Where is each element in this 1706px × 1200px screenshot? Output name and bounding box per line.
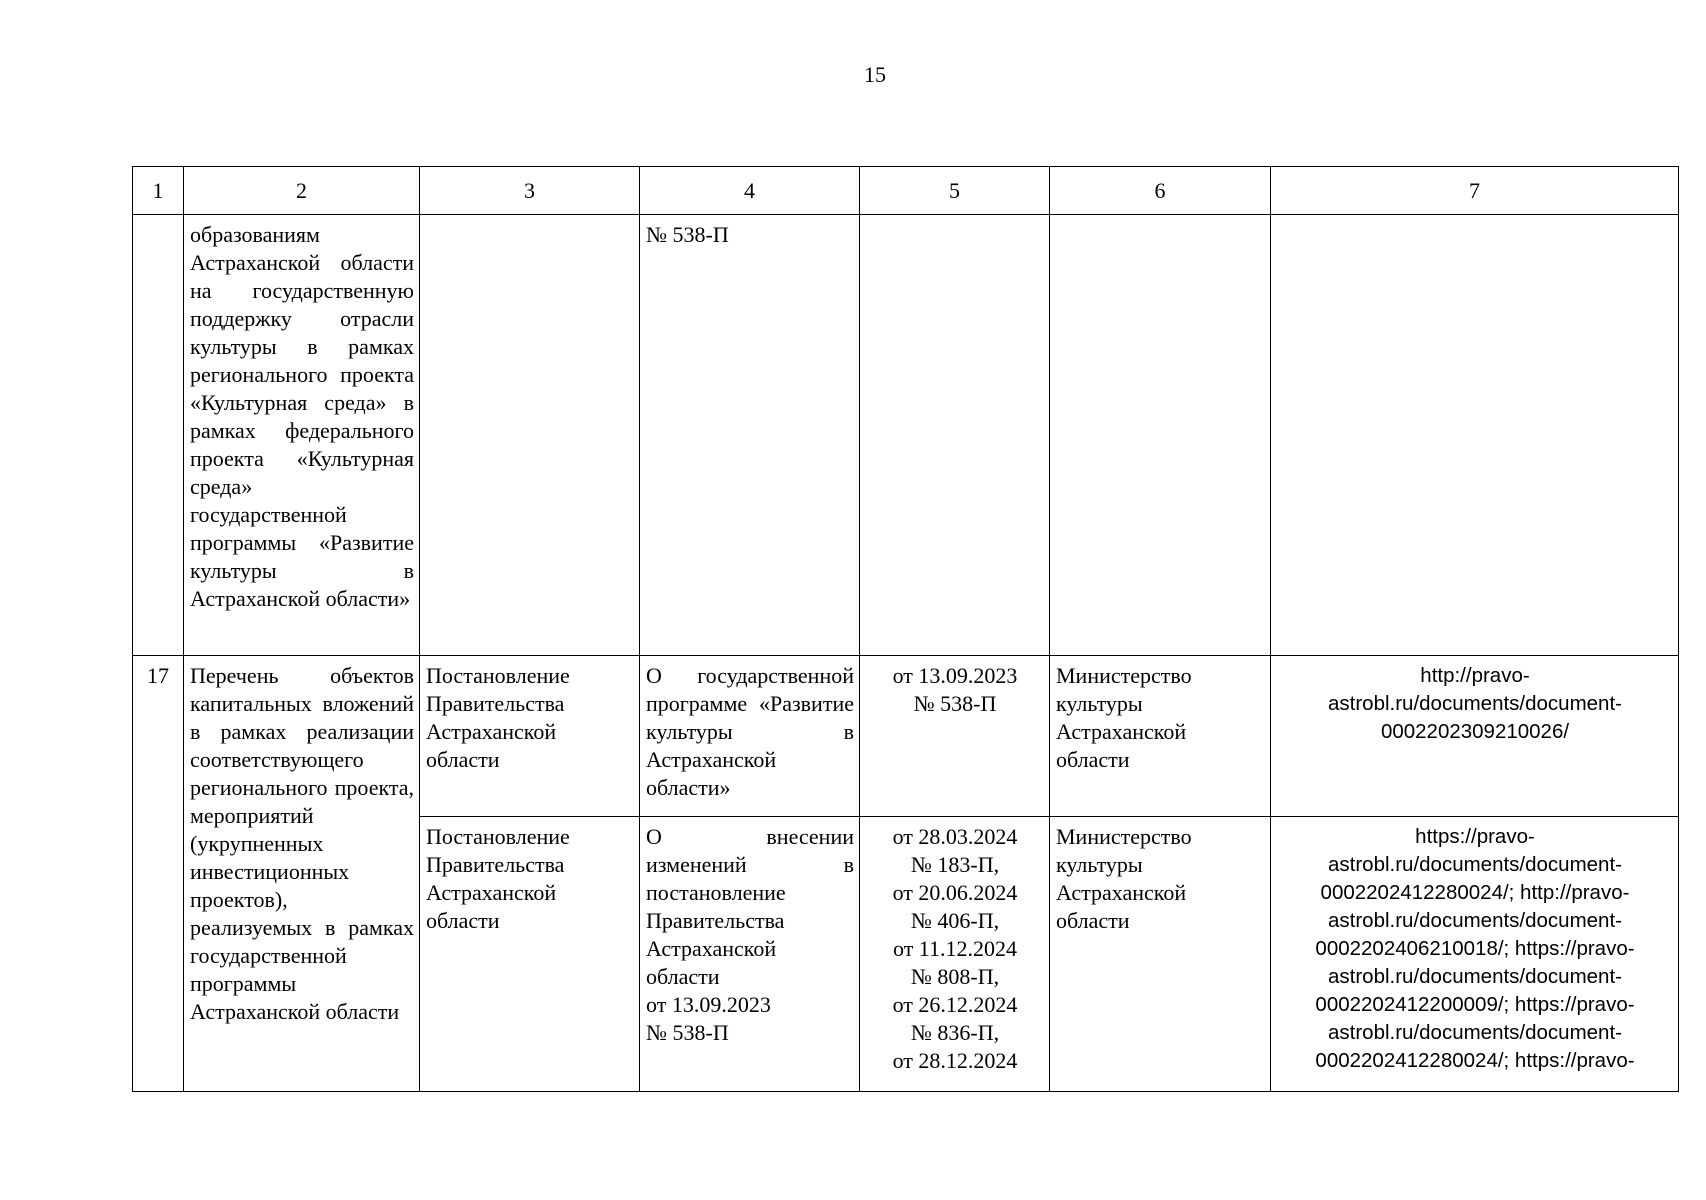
doc-type: Постановление Правительства Астраханской области [426,824,570,933]
header-cell: 1 [133,167,184,215]
cell-date [860,215,1050,656]
doc-number: № 836-П, [910,1020,1000,1045]
cell-doc-title [640,215,860,656]
link-line: 0002202406210018/; https://pravo- [1315,937,1635,960]
cell-link [1271,656,1679,817]
header-cell: 2 [184,167,420,215]
cell-doc-title [640,817,860,1092]
doc-date: от 13.09.2023 [892,663,1018,688]
link-line: 0002202412280024/; http://pravo- [1320,881,1630,904]
header-cell: 5 [860,167,1050,215]
link-line: astrobl.ru/documents/document- [1328,853,1622,876]
org-name: Министерство культуры Астраханской области [1056,824,1192,933]
link-line: 0002202309210026/ [1380,720,1570,743]
cell-doc-type [420,817,640,1092]
row-number: 17 [147,663,169,688]
cell-org [1050,817,1271,1092]
doc-date: от 28.12.2024 [892,1048,1018,1073]
header-cell: 4 [640,167,860,215]
cell-date [860,817,1050,1092]
doc-date: от 26.12.2024 [892,992,1018,1017]
link-line: 0002202412200009/; https://pravo- [1315,993,1635,1016]
doc-title-number: № 538-П [646,1020,729,1045]
cell-doc-type [420,656,640,817]
cell-doc-title [640,656,860,817]
doc-date: от 28.03.2024 [892,824,1018,849]
doc-date: от 20.06.2024 [892,880,1018,905]
link-line: astrobl.ru/documents/document- [1328,965,1622,988]
cell-link [1271,215,1679,656]
table-header-row [133,167,1679,215]
cell-number [133,215,184,656]
link-line: https://pravo- [1415,825,1535,848]
doc-type: Постановление Правительства Астраханской области [426,663,570,772]
cell-org [1050,656,1271,817]
page-number: 15 [864,62,886,87]
link-line: 0002202412280024/; https://pravo- [1315,1049,1635,1072]
cell-link [1271,817,1679,1092]
cell-org [1050,215,1271,656]
row-name: Перечень объектов капитальных вложений в рамках реализации соответствующего регионального проекта, мероприятий (укрупненных инвестиционных проектов), реализуемых в рамках государственной программы Астраханской области [190,663,414,1024]
doc-number: № 183-П, [910,852,1000,877]
cell-name [184,215,420,656]
cell-name [184,656,420,1092]
doc-number: № 538-П [913,691,997,716]
cell-doc-type [420,215,640,656]
cell-number [133,656,184,1092]
table-row [133,656,1679,817]
link-line: astrobl.ru/documents/document- [1328,692,1622,715]
link-line: astrobl.ru/documents/document- [1328,909,1622,932]
cell-date [860,656,1050,817]
link-line: astrobl.ru/documents/document- [1328,1021,1622,1044]
doc-number: № 406-П, [910,908,1000,933]
doc-date: от 11.12.2024 [892,936,1017,961]
document-table [132,166,1679,1092]
org-name: Министерство культуры Астраханской области [1056,663,1192,772]
header-cell: 7 [1271,167,1679,215]
doc-number: № 808-П, [910,964,1000,989]
doc-title-date: от 13.09.2023 [646,992,771,1017]
link-line: http://pravo- [1420,664,1530,687]
table-row-continuation [133,215,1679,656]
continuation-doc-number: № 538-П [646,222,729,247]
doc-title: О внесении изменений в постановление Правительства Астраханской области [646,824,854,989]
header-cell: 6 [1050,167,1271,215]
doc-title: О государственной программе «Развитие культуры в Астраханской области» [646,663,854,800]
continuation-text: образованиям Астраханской области на государственную поддержку отрасли культуры в рамках регионального проекта «Культурная среда» в рамках федерального проекта «Культурная среда» государственной программы «Развитие культуры в Астраханской области» [190,222,414,611]
header-cell: 3 [420,167,640,215]
